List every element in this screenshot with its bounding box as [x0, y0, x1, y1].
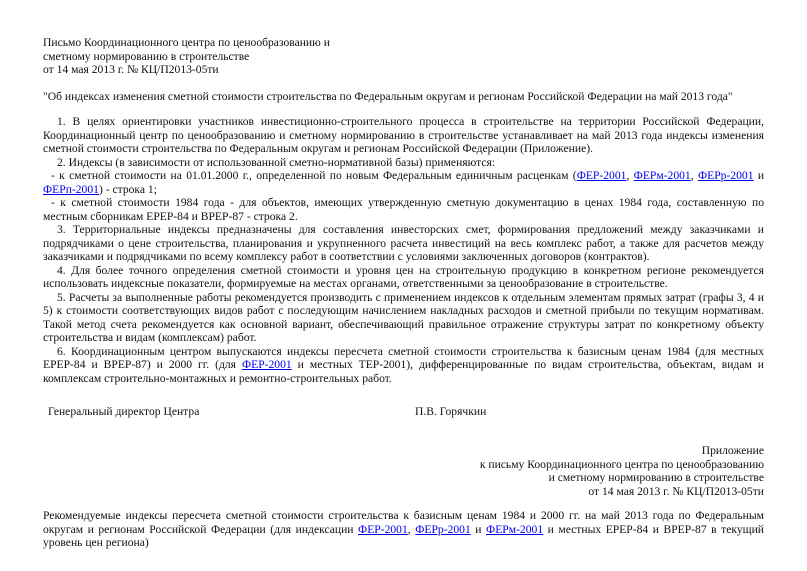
signature-name: П.В. Горячкин: [415, 405, 487, 418]
paragraph-6-text-end: и местных ТЕР-2001), дифференцированные по видам строительства, объектам, видам и комплексам строительно-монтажных и ремонтно-строительных работ.: [43, 358, 764, 385]
paragraph-2a-separator-2: ,: [690, 169, 698, 182]
paragraph-4: 4. Для более точного определения сметной стоимости и уровня цен на строительную продукцию в конкретном регионе рекомендуется использовать индексные показатели, формируемые на местах органами, ответственными за ценообразование в строительстве.: [43, 263, 764, 290]
paragraph-2: 2. Индексы (в зависимости от использованной сметно-нормативной базы) применяются:: [57, 155, 496, 169]
header-line-3: от 14 мая 2013 г. № КЦ/П2013-05ти: [43, 63, 219, 76]
header-line-1: Письмо Координационного центра по ценообразованию и: [43, 36, 330, 49]
letter-title: "Об индексах изменения сметной стоимости строительства по Федеральным округам и регионам Российской Федерации на май 2013 года": [43, 90, 733, 103]
header-line-2: сметному нормированию в строительстве: [43, 49, 250, 63]
paragraph-3: 3. Территориальные индексы предназначены для составления инвесторских смет, формирования предложений между заказчиками и подрядчиками о цене строительства, планирования и укрупненного расчета инвестиций на весь комплекс работ, а также для расчетов между заказчиками и подрядчиками по всему комплексу работ в соответствии с условиями заключенных договоров (контрактов).: [43, 223, 764, 263]
link-ferp-2001[interactable]: ФЕРп-2001: [43, 182, 99, 196]
link-fer-2001-appendix[interactable]: ФЕР-2001: [358, 522, 408, 536]
paragraph-2a: [43, 169, 764, 196]
link-ferm-2001[interactable]: ФЕРм-2001: [633, 169, 691, 182]
paragraph-2a-separator-1: ,: [626, 169, 634, 182]
recommended-indices-caption: [43, 509, 764, 550]
appendix-heading: [404, 444, 764, 498]
link-fer-2001[interactable]: ФЕР-2001: [576, 169, 627, 182]
recommend-text-start: Рекомендуемые индексы пересчета сметной стоимости строительства к базисным ценам 1984 и 2000 гг. на май 2013 года по Федеральным округам и регионам Российской Федерации (для индексации: [43, 509, 764, 536]
signature-role: Генеральный директор Центра: [48, 405, 200, 418]
recommend-separator-1: ,: [407, 522, 416, 536]
paragraph-5: 5. Расчеты за выполненные работы рекомендуется производить с применением индексов к отдельным элементам прямых затрат (графы 3, 4 и 5) к стоимости соответствующих видов работ с последующим начислением накладных расходов и сметной прибыли по текущим нормативам. Такой метод счета рекомендуется как основной вариант, обеспечивающий правильное отражение структуры затрат по конкретному объекту строительства и видам (комплексам) работ.: [43, 290, 764, 344]
paragraph-2a-text-start: - к сметной стоимости на 01.01.2000 г., определенной по новым Федеральным единичным расценкам (: [51, 169, 577, 182]
link-ferr-2001-appendix[interactable]: ФЕРр-2001: [415, 522, 471, 536]
paragraph-2a-separator-3: и: [753, 169, 765, 182]
link-ferr-2001[interactable]: ФЕРр-2001: [697, 169, 754, 182]
letter-header: [43, 36, 373, 77]
letter-body: [43, 115, 764, 385]
paragraph-2b: - к сметной стоимости 1984 года - для объектов, имеющих утвержденную сметную документацию в ценах 1984 года, составленную по местным сборникам ЕРЕР-84 и ВРЕР-87 - строка 2.: [43, 196, 764, 223]
recommend-separator-2: и: [470, 522, 487, 536]
paragraph-1: 1. В целях ориентировки участников инвестиционно-строительного процесса в строительстве на территории Российской Федерации, Координационный центр по ценообразованию и сметному нормированию в строительстве устанавливает на май 2013 года индексы изменения сметной стоимости строительства по Федеральным округам и регионам Российской Федерации (Приложение).: [43, 115, 764, 155]
paragraph-6-text-start: 6. Координационным центром выпускаются индексы пересчета сметной стоимости строительства к базисным ценам 1984 (для местных ЕРЕР-84 и ВРЕР-87) и 2000 гг. (для: [43, 344, 764, 371]
appendix-line-4: от 14 мая 2013 г. № КЦ/П2013-05ти: [588, 484, 764, 498]
recommend-text-end: и местных ЕРЕР-84 и ВРЕР-87 в текущий уровень цен региона): [43, 522, 764, 549]
link-ferm-2001-appendix[interactable]: ФЕРм-2001: [486, 522, 544, 536]
appendix-line-2: к письму Координационного центра по ценообразованию: [479, 457, 764, 471]
appendix-line-3: и сметному нормированию в строительстве: [548, 471, 764, 484]
appendix-line-1: Приложение: [701, 444, 764, 457]
paragraph-6: [43, 345, 764, 386]
paragraph-2a-text-end: ) - строка 1;: [98, 182, 157, 196]
link-fer-2001-p6[interactable]: ФЕР-2001: [241, 358, 292, 371]
